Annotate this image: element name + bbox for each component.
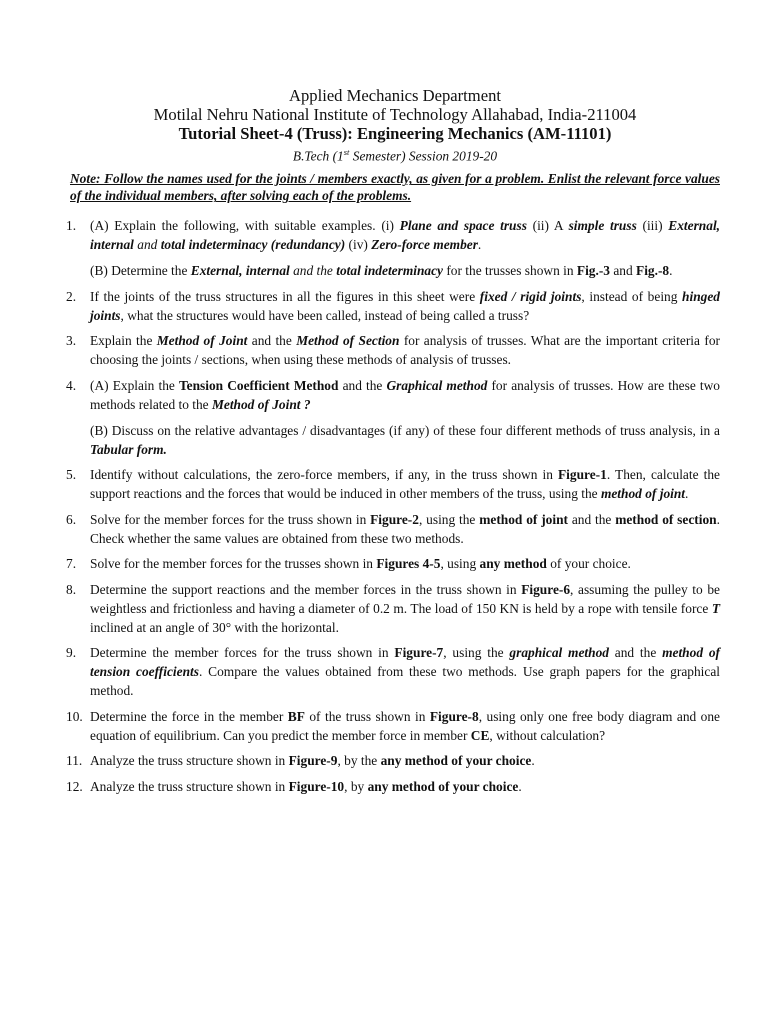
text-run: , using only one free body diagram and one equation of equilibrium. Can you predict the member force in member (90, 708, 721, 743)
text-run: Solve for the member forces for the trusses shown in (90, 556, 377, 572)
text-run: Figure-1 (557, 467, 607, 483)
question-paragraph (90, 643, 720, 700)
text-run: fixed / rigid joints (479, 288, 582, 304)
text-run: T (711, 600, 720, 616)
question-item (66, 643, 720, 700)
text-run: . (669, 263, 673, 279)
question-paragraph (90, 261, 720, 280)
text-run: (B) Determine the (90, 263, 191, 279)
text-run: , what the structures would have been called, instead of being called a truss? (120, 307, 530, 323)
text-run: for analysis of trusses. How are these two methods related to the (90, 377, 720, 412)
text-run: for analysis of trusses. What are the important criteria for choosing the joints / sections, when using these methods of analysis of trusses. (90, 333, 720, 368)
question-paragraph (90, 554, 720, 573)
text-run: method of joint (600, 486, 686, 502)
text-run: any method (479, 556, 547, 572)
document-header (70, 86, 720, 164)
text-run: and the (289, 263, 337, 279)
text-run: . (685, 486, 689, 502)
question-item (66, 751, 720, 770)
text-run: Figure-9 (288, 753, 338, 769)
text-run: , using the (418, 511, 480, 527)
text-run: Graphical method (386, 377, 488, 393)
instruction-note: Note: Follow the names used for the joints / members exactly, as given for a problem. Enlist the relevant force values of the individual members, after solving each of the problems. (70, 171, 720, 204)
text-run: Method of Joint (156, 333, 248, 349)
text-run: of your choice. (546, 556, 631, 572)
question-item (66, 216, 721, 280)
text-run: (iv) (345, 237, 372, 253)
text-run: CE (470, 727, 490, 743)
question-item (66, 376, 720, 459)
institute-name: Motilal Nehru National Institute of Technology Allahabad, India-211004 (153, 105, 637, 124)
text-run: If the joints of the truss structures in all the figures in this sheet were (90, 288, 480, 304)
question-list (66, 216, 721, 796)
text-run: Method of Section (296, 333, 400, 349)
question-paragraph (90, 751, 720, 770)
question-number: 7. (66, 556, 77, 572)
text-run: (A) Explain the (90, 377, 179, 393)
question-paragraph (90, 465, 720, 503)
question-paragraph (90, 510, 720, 548)
text-run: (A) Explain the following, with suitable examples. (i) (90, 218, 400, 234)
question-item (66, 287, 720, 325)
text-run: BF (287, 708, 305, 724)
text-run: any method of your choice (380, 753, 532, 769)
text-run: Figure-10 (288, 778, 345, 794)
text-run: , assuming the pulley to be weightless and frictionless and having a diameter of 0.2 m. The load of 150 KN is held by a rope with tensile force (90, 581, 720, 616)
text-run: Identify without calculations, the zero-force members, if any, in the truss shown in (90, 467, 558, 483)
sheet-title: Tutorial Sheet-4 (Truss): Engineering Mechanics (AM-11101) (178, 124, 612, 143)
text-run: , by the (337, 753, 381, 769)
question-number: 9. (66, 645, 77, 661)
text-run: method of joint (479, 511, 568, 527)
text-run: any method of your choice (367, 778, 519, 794)
text-run: External, internal (90, 218, 721, 253)
text-run: . Then, calculate the support reactions and the forces that would be induced in other members of the truss, using the (90, 467, 720, 502)
text-run: Zero-force member (371, 237, 478, 253)
text-run: , by (344, 778, 368, 794)
text-run: Figure-6 (521, 581, 571, 597)
question-item (66, 331, 720, 369)
text-run: and the (567, 511, 616, 527)
text-run: Solve for the member forces for the truss shown in (90, 511, 371, 527)
question-item (66, 554, 720, 573)
text-run: Explain the (90, 333, 157, 349)
session-prefix: B.Tech (1 (292, 148, 344, 164)
question-number: 1. (66, 218, 77, 234)
question-number: 11. (66, 753, 83, 769)
text-run: . (531, 753, 535, 769)
text-run: Fig.-8 (636, 263, 670, 279)
session-suffix: Semester) Session 2019-20 (349, 148, 498, 164)
question-number: 5. (66, 467, 77, 483)
text-run: Tabular form. (90, 441, 167, 457)
text-run: . (518, 778, 522, 794)
text-run: Method of Joint ? (211, 396, 311, 412)
question-number: 2. (66, 288, 77, 304)
question-paragraph (90, 421, 720, 459)
question-number: 10. (66, 708, 83, 724)
text-run: Figure-7 (394, 645, 444, 661)
question-item (66, 777, 720, 796)
text-run: Analyze the truss structure shown in (90, 778, 289, 794)
text-run: Figures 4-5 (376, 556, 441, 572)
text-run: inclined at an angle of 30° with the horizontal. (90, 619, 339, 635)
text-run: graphical method (509, 645, 609, 661)
question-item (66, 707, 721, 745)
text-run: External, internal (190, 263, 290, 279)
text-run: method of section (615, 511, 717, 527)
text-run: Fig.-3 (576, 263, 610, 279)
text-run: , without calculation? (489, 727, 606, 743)
text-run: Determine the member forces for the truss shown in (90, 645, 395, 661)
text-run: and (133, 237, 161, 253)
session-superscript: st (343, 147, 350, 157)
question-paragraph (90, 777, 720, 796)
text-run: , using the (443, 645, 510, 661)
text-run: . (477, 237, 482, 253)
text-run: and the (608, 645, 663, 661)
text-run: , using (440, 556, 480, 572)
question-number: 3. (66, 333, 77, 349)
text-run: of the truss shown in (304, 708, 430, 724)
text-run: (iii) (636, 218, 669, 234)
text-run: total indeterminacy (336, 263, 443, 279)
question-number: 8. (66, 581, 77, 597)
question-number: 6. (66, 511, 77, 527)
text-run: hinged joints (90, 288, 720, 323)
question-paragraph (90, 376, 720, 414)
text-run: Figure-8 (429, 708, 479, 724)
department-name: Applied Mechanics Department (289, 86, 501, 105)
question-paragraph (90, 287, 720, 325)
question-item (66, 580, 720, 637)
question-paragraph (90, 331, 720, 369)
text-run: (ii) A (526, 218, 569, 234)
text-run: simple truss (568, 218, 637, 234)
text-run: . Check whether the same values are obtained from these two methods. (90, 511, 720, 546)
question-paragraph (90, 580, 720, 637)
question-item (66, 510, 720, 548)
text-run: Analyze the truss structure shown in (90, 753, 289, 769)
question-number: 12. (66, 778, 83, 794)
text-run: and the (338, 377, 387, 393)
question-paragraph (90, 707, 720, 745)
session-line (70, 144, 720, 164)
text-run: Determine the support reactions and the member forces in the truss shown in (90, 581, 522, 597)
text-run: for the trusses shown in (442, 263, 577, 279)
text-run: (B) Discuss on the relative advantages / disadvantages (if any) of these four different methods of truss analysis, in a (90, 422, 720, 438)
text-run: Figure-2 (370, 511, 419, 527)
text-run: and (610, 263, 637, 279)
text-run: . Compare the values obtained from these two methods. Use graph papers for the graphical method. (90, 664, 720, 699)
text-run: method of tension coefficients (90, 645, 720, 680)
question-paragraph (90, 216, 720, 254)
question-number: 4. (66, 377, 77, 393)
text-run: Plane and space truss (399, 218, 527, 234)
text-run: total indeterminacy (redundancy) (160, 237, 346, 253)
text-run: Tension Coefficient Method (178, 377, 339, 393)
question-item (66, 465, 720, 503)
text-run: and the (247, 333, 297, 349)
text-run: Determine the force in the member (90, 708, 288, 724)
text-run: , instead of being (581, 288, 683, 304)
